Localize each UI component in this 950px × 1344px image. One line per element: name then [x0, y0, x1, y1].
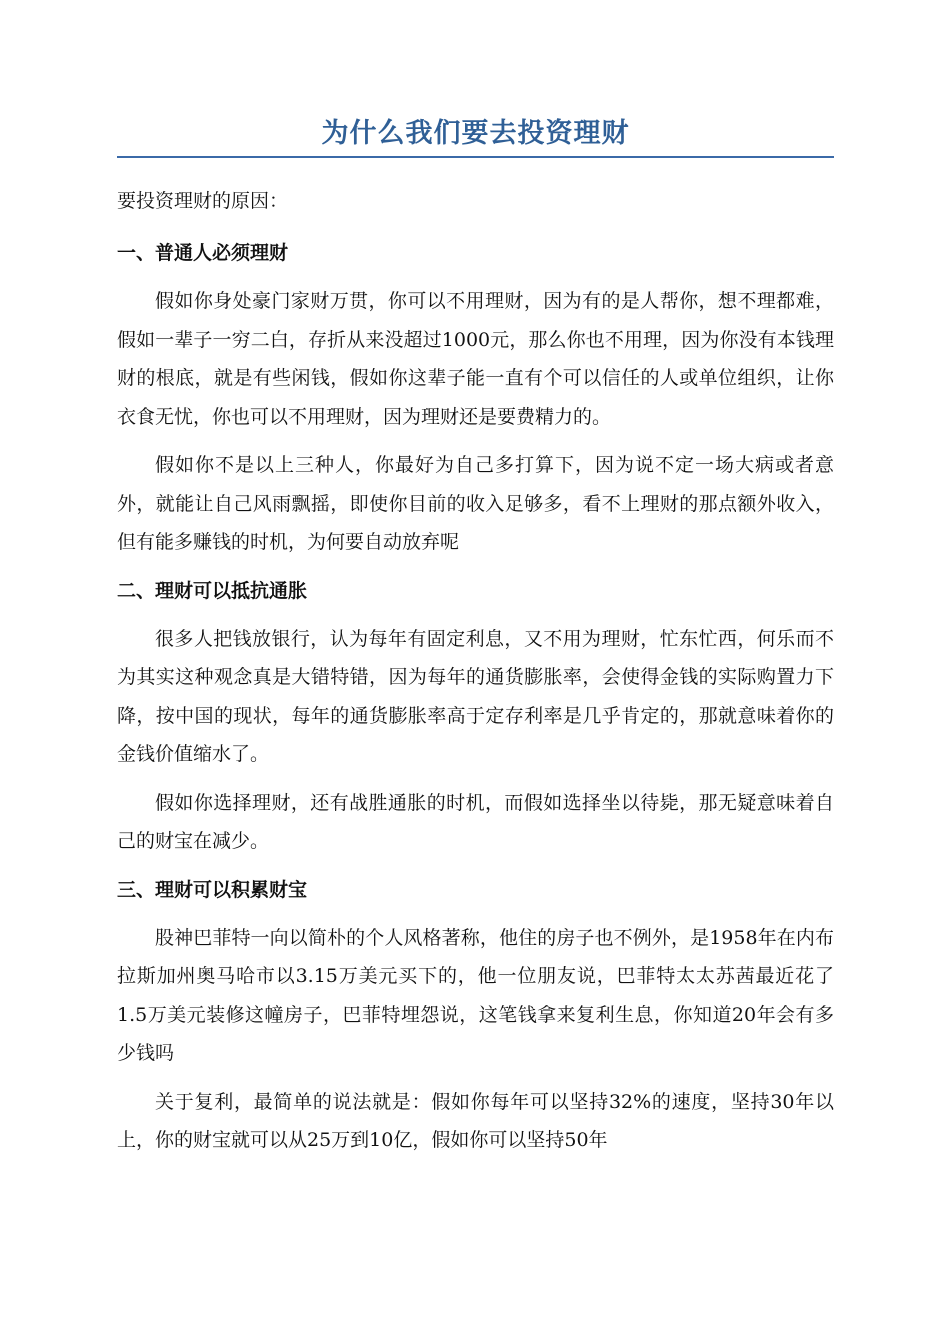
paragraph: 很多人把钱放银行，认为每年有固定利息，又不用为理财，忙东忙西，何乐而不为其实这种观念真是大错特错，因为每年的通货膨胀率，会使得金钱的实际购置力下降，按中国的现状，每年的通货膨胀率高于定存利率是几乎肯定的，那就意味着你的金钱价值缩水了。 — [117, 627, 834, 765]
paragraph: 股神巴菲特一向以简朴的个人风格著称，他住的房子也不例外，是1958年在内布拉斯加州奥马哈市以3.15万美元买下的，他一位朋友说，巴菲特太太苏茜最近花了1.5万美元装修这幢房子，巴菲特埋怨说，这笔钱拿来复利生息，你知道20年会有多少钱吗 — [117, 926, 834, 1064]
intro-text: 要投资理财的原因： — [117, 190, 289, 212]
section-heading: 二、理财可以抵抗通胀 — [117, 579, 308, 602]
document-title: 为什么我们要去投资理财 — [321, 118, 630, 149]
title-underline — [117, 156, 834, 158]
paragraph: 假如你选择理财，还有战胜通胀的时机，而假如选择坐以待毙，那无疑意味着自己的财宝在减少。 — [117, 791, 834, 852]
section-1 — [117, 234, 834, 562]
paragraph: 假如你身处豪门家财万贯，你可以不用理财，因为有的是人帮你，想不理都难，假如一辈子一穷二白，存折从来没超过1000元，那么你也不用理，因为你没有本钱理财的根底，就是有些闲钱，假如你这辈子能一直有个可以信任的人或单位组织，让你衣食无忧，你也可以不用理财，因为理财还是要费精力的。 — [117, 290, 834, 428]
paragraph: 假如你不是以上三种人，你最好为自己多打算下，因为说不定一场大病或者意外，就能让自己风雨飘摇，即使你目前的收入足够多，看不上理财的那点额外收入，但有能多赚钱的时机，为何要自动放弃呢 — [117, 454, 834, 553]
section-heading: 一、普通人必须理财 — [117, 242, 289, 264]
section-heading: 三、理财可以积累财宝 — [117, 878, 308, 901]
document-page — [117, 112, 834, 1170]
section-2 — [117, 572, 834, 861]
section-3 — [117, 871, 834, 1160]
paragraph: 关于复利，最简单的说法就是：假如你每年可以坚持32%的速度，坚持30年以上，你的财宝就可以从25万到10亿，假如你可以坚持50年 — [117, 1090, 834, 1151]
